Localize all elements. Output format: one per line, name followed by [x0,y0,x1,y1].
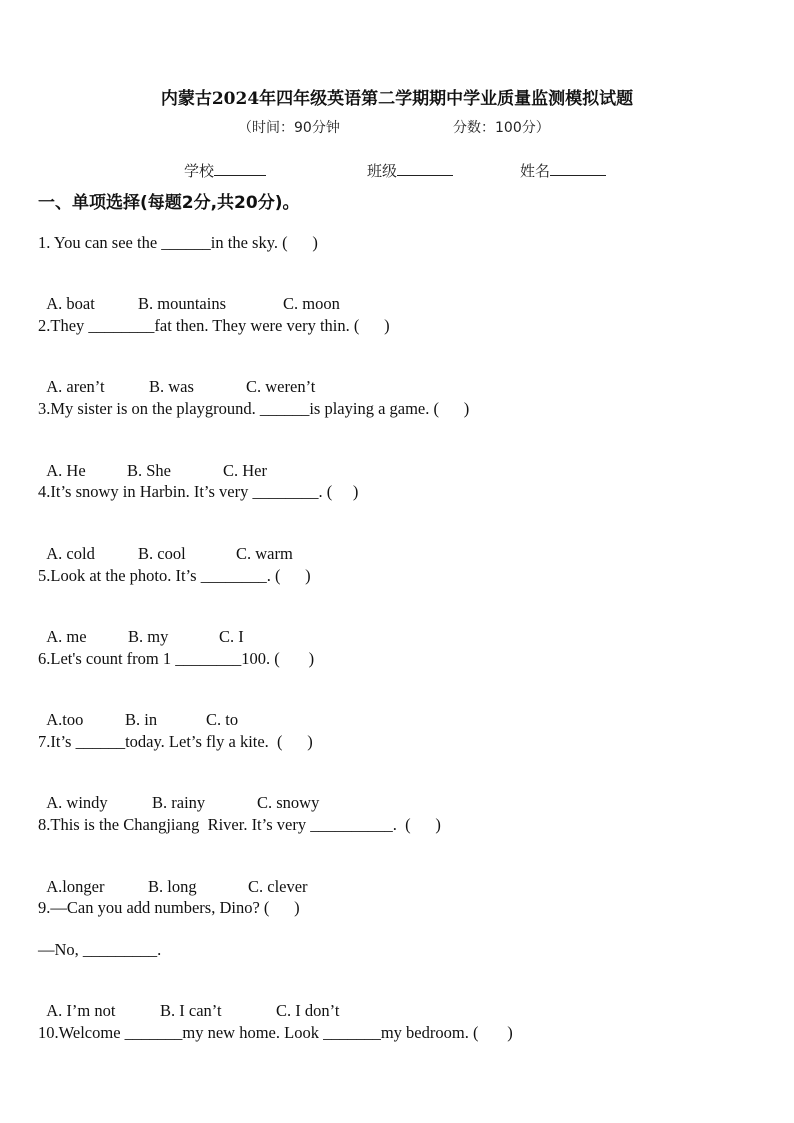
class-label: 班级 [367,162,398,180]
option-b[interactable]: B. in [125,710,158,729]
option-b[interactable]: B. my [128,627,169,646]
school-field [184,160,266,181]
question-1: 1. You can see the ______in the sky. ( ) [38,233,318,252]
option-c[interactable]: C. moon [283,294,340,313]
option-a[interactable]: A. cold [46,544,95,563]
option-b[interactable]: B. rainy [152,793,206,812]
options-8 [38,857,308,897]
question-6: 6.Let's count from 1 ________100. ( ) [38,649,315,668]
option-b[interactable]: B. cool [138,544,186,563]
page-title: 内蒙古2024年四年级英语第二学期期中学业质量监测模拟试题 [160,89,634,109]
option-a[interactable]: A. boat [46,294,95,313]
question-8: 8.This is the Changjiang River. It’s very __________. ( ) [38,815,441,834]
option-b[interactable]: B. mountains [138,294,227,313]
question-4: 4.It’s snowy in Harbin. It’s very ________. ( ) [38,482,359,501]
option-c[interactable]: C. warm [236,544,293,563]
class-blank[interactable] [397,161,453,176]
question-3: 3.My sister is on the playground. ______is playing a game. ( ) [38,399,470,418]
options-5 [38,607,244,647]
option-c[interactable]: C. to [206,710,239,729]
name-label: 姓名 [520,162,551,180]
option-a[interactable]: A. windy [46,793,108,812]
option-a[interactable]: A.longer [46,877,105,896]
option-c[interactable]: C. Her [223,461,267,480]
option-b[interactable]: B. was [149,377,194,396]
options-9 [38,981,340,1021]
options-1 [38,274,340,314]
school-label: 学校 [184,162,215,180]
name-field [520,160,606,181]
option-a[interactable]: A. I’m not [46,1001,116,1020]
option-c[interactable]: C. snowy [257,793,320,812]
options-4 [38,524,293,564]
options-6 [38,690,239,730]
exam-time: （时间：90分钟 [238,120,340,136]
question-7: 7.It’s ______today. Let’s fly a kite. ( ) [38,732,313,751]
exam-score: 分数：100分） [453,120,550,136]
section-heading: 一、单项选择(每题2分,共20分)。 [38,193,300,213]
option-c[interactable]: C. I don’t [276,1001,340,1020]
options-7 [38,773,320,813]
option-a[interactable]: A. aren’t [46,377,105,396]
name-blank[interactable] [550,161,606,176]
option-b[interactable]: B. She [127,461,172,480]
question-2: 2.They ________fat then. They were very thin. ( ) [38,316,390,335]
option-a[interactable]: A. me [46,627,87,646]
option-a[interactable]: A.too [46,710,84,729]
class-field [367,160,453,181]
school-blank[interactable] [214,161,266,176]
option-c[interactable]: C. clever [248,877,308,896]
option-c[interactable]: C. weren’t [246,377,316,396]
option-b[interactable]: B. I can’t [160,1001,222,1020]
options-2 [38,357,316,397]
option-c[interactable]: C. I [219,627,244,646]
option-b[interactable]: B. long [148,877,197,896]
question-10: 10.Welcome _______my new home. Look _______my bedroom. ( ) [38,1023,513,1042]
option-a[interactable]: A. He [46,461,86,480]
options-3 [38,441,267,481]
answer-line-9: —No, _________. [38,940,162,959]
question-9: 9.—Can you add numbers, Dino? ( ) [38,898,300,917]
question-5: 5.Look at the photo. It’s ________. ( ) [38,566,311,585]
